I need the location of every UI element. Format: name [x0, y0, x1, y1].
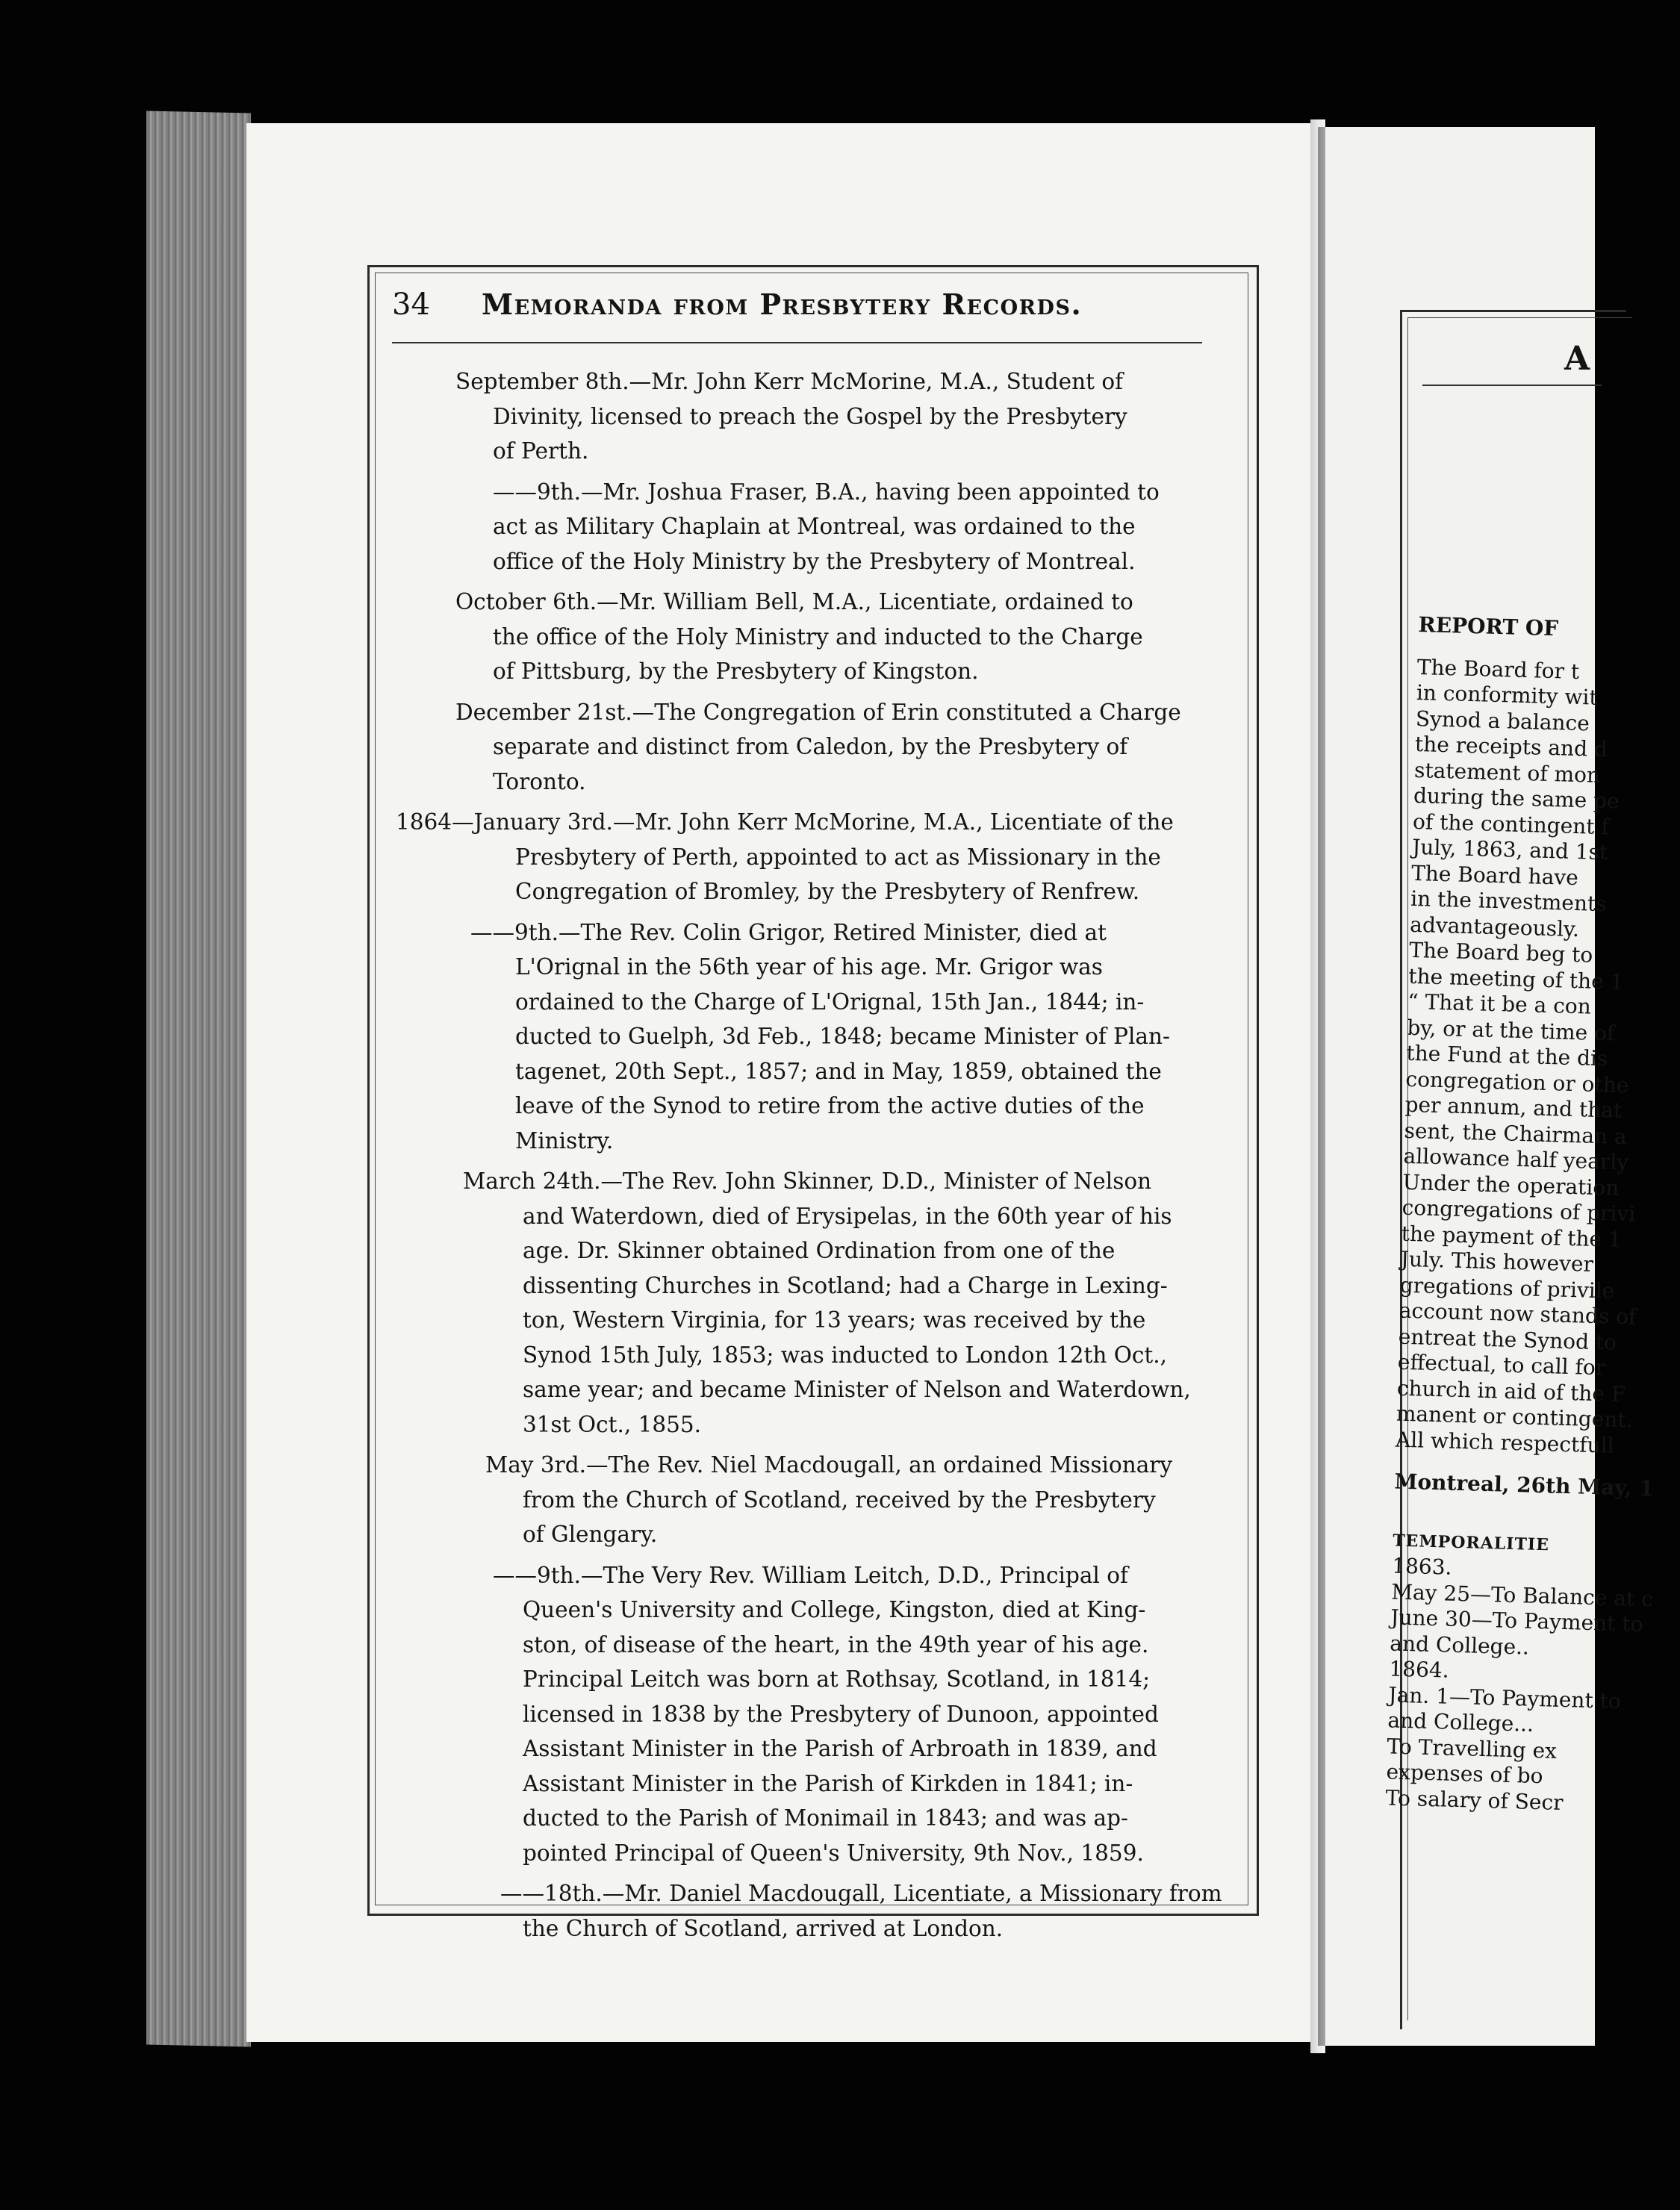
report-line: during the same pe — [1413, 782, 1620, 814]
report-line: gregations of privile — [1399, 1272, 1615, 1304]
entry-continuation-line: of Pittsburg, by the Presbytery of Kingston. — [493, 659, 979, 684]
entry-continuation-line: act as Military Chaplain at Montreal, was ordained to the — [493, 514, 1136, 539]
table-line: June 30—To Payment to — [1390, 1604, 1643, 1637]
entry-first-line: ——9th.—Mr. Joshua Fraser, B.A., having been appointed to — [493, 479, 1160, 505]
report-line: the receipts and d — [1414, 731, 1608, 762]
report-line: church in aid of the F — [1396, 1375, 1626, 1407]
entry-continuation-line: and Waterdown, died of Erysipelas, in the 60th year of his — [523, 1203, 1172, 1229]
entry-continuation-line: Assistant Minister in the Parish of Arbroath in 1839, and — [523, 1736, 1157, 1761]
report-line: in conformity wit — [1416, 679, 1599, 710]
memoranda-entry — [396, 915, 1217, 1159]
report-line: July. This however — [1400, 1246, 1594, 1277]
memoranda-entry — [396, 1448, 1217, 1552]
memoranda-entry — [396, 695, 1217, 800]
entry-first-line: October 6th.—Mr. William Bell, M.A., Licentiate, ordained to — [455, 589, 1133, 614]
report-line: statement of mon — [1413, 757, 1601, 788]
report-line: congregation or othe — [1405, 1066, 1629, 1098]
entry-continuation-line: age. Dr. Skinner obtained Ordination from one of the — [523, 1238, 1116, 1263]
entry-continuation-line: of Glengary. — [523, 1522, 658, 1547]
entry-continuation-line: L'Orignal in the 56th year of his age. Mr. Grigor was — [515, 954, 1103, 980]
memoranda-entry — [396, 1164, 1217, 1442]
report-title: REPORT OF — [1418, 612, 1559, 641]
book-page-edge — [146, 111, 251, 2047]
entry-continuation-line: Assistant Minister in the Parish of Kirkden in 1841; in- — [523, 1770, 1133, 1796]
report-line: the payment of the 1 — [1401, 1221, 1623, 1252]
memoranda-entries — [396, 364, 1222, 1952]
entry-first-line: ——9th.—The Rev. Colin Grigor, Retired Minister, died at — [470, 919, 1107, 945]
memoranda-entry — [396, 805, 1217, 909]
report-line: The Board for t — [1416, 654, 1580, 684]
entry-first-line: December 21st.—The Congregation of Erin constituted a Charge — [455, 699, 1181, 725]
memoranda-entry — [396, 1558, 1217, 1871]
report-line: in the investments — [1410, 885, 1608, 917]
entry-continuation-line: Toronto. — [493, 768, 586, 794]
report-line: “ That it be a con — [1407, 989, 1592, 1019]
report-line: congregations of privi — [1401, 1195, 1636, 1227]
report-signature: Montreal, 26th May, 1 — [1394, 1469, 1655, 1501]
entry-first-line: September 8th.—Mr. John Kerr McMorine, M.A., Student of — [455, 369, 1124, 394]
report-line: manent or contingent. — [1396, 1401, 1634, 1433]
report-line: Synod a balance — [1415, 706, 1590, 735]
table-line: To salary of Secr — [1385, 1784, 1564, 1815]
report-line: effectual, to call for — [1397, 1349, 1606, 1381]
report-line: entreat the Synod to — [1398, 1324, 1617, 1355]
entry-continuation-line: ston, of disease of the heart, in the 49th year of his age. — [523, 1631, 1149, 1658]
report-line: The Board beg to — [1408, 937, 1593, 968]
entry-continuation-line: licensed in 1838 by the Presbytery of Dunoon, appointed — [523, 1701, 1159, 1727]
report-line: The Board have — [1410, 860, 1579, 890]
table-line: 1864. — [1389, 1656, 1450, 1683]
entry-continuation-line: the office of the Holy Ministry and inducted to the Charge — [493, 623, 1143, 650]
table-line: and College.. — [1389, 1630, 1530, 1660]
right-page-head-rule — [1422, 385, 1602, 386]
entry-continuation-line: Queen's University and College, Kingston, died at King- — [523, 1597, 1146, 1622]
entry-continuation-line: of Perth. — [493, 438, 589, 464]
entry-first-line: May 3rd.—The Rev. Niel Macdougall, an ordained Missionary — [485, 1452, 1173, 1478]
report-line: Under the operation — [1402, 1169, 1620, 1201]
report-line: by, or at the time of — [1407, 1015, 1615, 1046]
right-page-head: A — [1564, 340, 1590, 378]
entry-continuation-line: office of the Holy Ministry by the Presbytery of Montreal. — [493, 548, 1136, 574]
entry-continuation-line: leave of the Synod to retire from the active duties of the — [515, 1093, 1145, 1118]
entry-continuation-line: from the Church of Scotland, received by the Presbytery — [523, 1487, 1156, 1513]
entry-continuation-line: pointed Principal of Queen's University, 9th Nov., 1859. — [523, 1840, 1144, 1866]
running-head-title: Memoranda from Presbytery Records. — [482, 287, 1083, 321]
entry-continuation-line: ducted to the Parish of Monimail in 1843; and was ap- — [523, 1805, 1128, 1831]
entry-continuation-line: dissenting Churches in Scotland; had a Charge in Lexing- — [523, 1272, 1168, 1298]
memoranda-entry — [396, 364, 1217, 469]
entry-continuation-line: 31st Oct., 1855. — [523, 1411, 702, 1437]
entry-continuation-line: Ministry. — [515, 1127, 614, 1154]
table-line: and College... — [1387, 1708, 1534, 1737]
entry-first-line: ——18th.—Mr. Daniel Macdougall, Licentiate, a Missionary from — [500, 1881, 1222, 1906]
entry-first-line: March 24th.—The Rev. John Skinner, D.D., Minister of Nelson — [463, 1168, 1152, 1194]
report-line: the meeting of the 1 — [1407, 963, 1624, 994]
memoranda-entry — [396, 1876, 1222, 1946]
report-line: account now stands of — [1399, 1298, 1637, 1330]
report-line: allowance half yearly — [1403, 1143, 1629, 1175]
entry-continuation-line: Synod 15th July, 1853; was inducted to London 12th Oct., — [523, 1342, 1168, 1368]
entry-continuation-line: Presbytery of Perth, appointed to act as Missionary in the — [515, 844, 1161, 870]
right-page-text — [1385, 612, 1655, 1817]
report-line: advantageously. — [1409, 912, 1580, 941]
entry-continuation-line: ton, Western Virginia, for 13 years; was received by the — [523, 1307, 1146, 1333]
table-line: May 25—To Balance at c — [1390, 1578, 1654, 1611]
table-line: To Travelling ex — [1387, 1733, 1558, 1764]
table-line: expenses of bo — [1386, 1759, 1544, 1789]
entry-continuation-line: ordained to the Charge of L'Orignal, 15th Jan., 1844; in- — [515, 989, 1145, 1015]
entry-continuation-line: ducted to Guelph, 3d Feb., 1848; became Minister of Plan- — [515, 1024, 1170, 1049]
table-line: Jan. 1—To Payment to — [1388, 1681, 1622, 1713]
running-head — [392, 287, 1206, 332]
page-number: 34 — [392, 287, 430, 322]
memoranda-entry — [396, 475, 1217, 579]
entry-first-line: ——9th.—The Very Rev. William Leitch, D.D., Principal of — [493, 1562, 1128, 1588]
report-line: per annum, and that — [1404, 1092, 1623, 1123]
entry-continuation-line: separate and distinct from Caledon, by the Presbytery of — [493, 734, 1128, 759]
entry-continuation-line: Principal Leitch was born at Rothsay, Scotland, in 1814; — [523, 1666, 1151, 1692]
report-line: All which respectfull — [1395, 1427, 1615, 1458]
report-line: July, 1863, and 1st — [1411, 834, 1608, 865]
table-line: 1863. — [1391, 1553, 1452, 1580]
entry-first-line: 1864—January 3rd.—Mr. John Kerr McMorine, M.A., Licentiate of the — [396, 809, 1174, 835]
entry-continuation-line: Divinity, licensed to preach the Gospel by the Presbytery — [493, 403, 1127, 429]
entry-continuation-line: the Church of Scotland, arrived at London. — [523, 1915, 1004, 1941]
entry-continuation-line: Congregation of Bromley, by the Presbytery of Renfrew. — [515, 879, 1140, 904]
report-line: sent, the Chairman a — [1404, 1118, 1628, 1149]
memoranda-entry — [396, 585, 1217, 689]
entry-continuation-line: tagenet, 20th Sept., 1857; and in May, 1859, obtained the — [515, 1058, 1162, 1084]
entry-continuation-line: same year; and became Minister of Nelson and Waterdown, — [523, 1377, 1191, 1402]
report-line: of the contingent f — [1412, 809, 1610, 839]
report-line: the Fund at the dis — [1406, 1040, 1608, 1071]
head-rule — [392, 342, 1202, 343]
table-title: TEMPORALITIE — [1392, 1531, 1550, 1554]
